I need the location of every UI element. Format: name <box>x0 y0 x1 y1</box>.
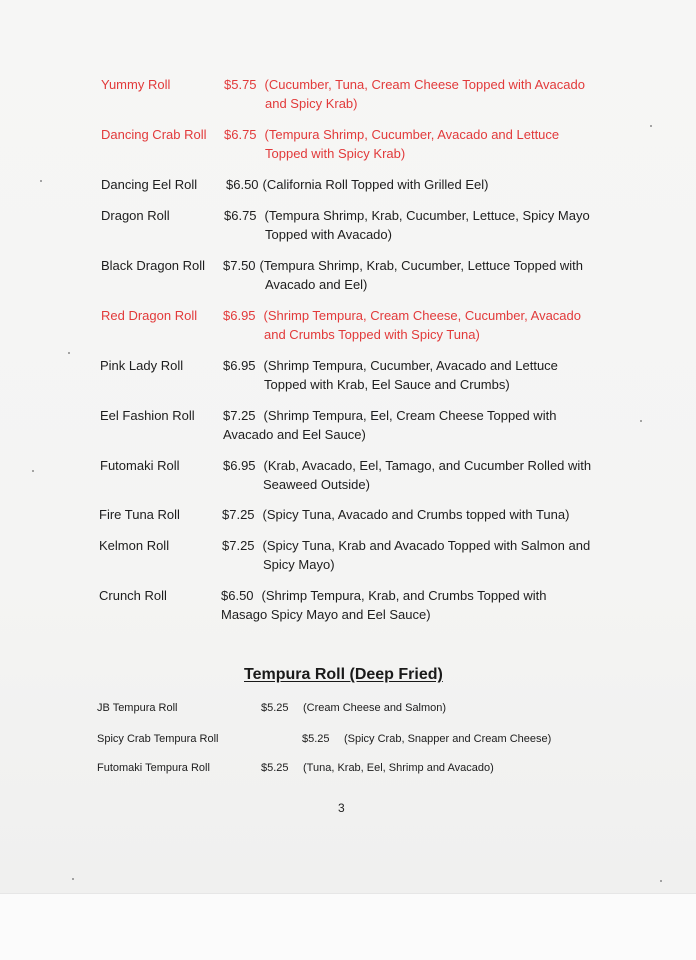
scan-speck <box>68 352 70 354</box>
item-desc-line: (California Roll Topped with Grilled Eel) <box>262 177 489 192</box>
item-price: $7.25 <box>222 507 255 522</box>
item-name: Red Dragon Roll <box>101 308 198 323</box>
item-name: Dragon Roll <box>101 208 170 223</box>
item-desc-line: (Krab, Avacado, Eel, Tamago, and Cucumber Rolled with <box>263 458 592 473</box>
item-price: $6.95 <box>223 308 256 323</box>
item-desc-line: (Shrimp Tempura, Krab, and Crumbs Topped with <box>261 588 547 603</box>
item-name: Fire Tuna Roll <box>99 507 180 522</box>
scan-speck <box>660 880 662 882</box>
item-name: Yummy Roll <box>101 77 171 92</box>
item-price: $6.95 <box>223 358 256 373</box>
item-desc-line: (Tempura Shrimp, Krab, Cucumber, Lettuce Topped with <box>259 258 584 273</box>
item-desc-line: (Shrimp Tempura, Eel, Cream Cheese Topped with <box>263 408 557 423</box>
item-desc-line: (Shrimp Tempura, Cucumber, Avacado and Lettuce <box>263 358 558 373</box>
scan-speck <box>640 420 642 422</box>
item-price: $6.75 <box>224 127 257 142</box>
item-desc-line: Seaweed Outside) <box>263 477 370 492</box>
item-desc-line: Avacado and Eel) <box>265 277 368 292</box>
item-name: Futomaki Tempura Roll <box>97 762 210 774</box>
item-name: Spicy Crab Tempura Roll <box>97 733 219 745</box>
scan-speck <box>40 180 42 182</box>
section-title: Tempura Roll (Deep Fried) <box>244 666 443 683</box>
item-price: $5.25 <box>302 733 330 745</box>
scan-speck <box>650 125 652 127</box>
item-name: JB Tempura Roll <box>97 702 178 714</box>
scan-margin <box>0 893 696 960</box>
item-price: $6.95 <box>223 458 256 473</box>
item-desc-line: (Shrimp Tempura, Cream Cheese, Cucumber, Avacado <box>263 308 581 323</box>
item-name: Kelmon Roll <box>99 538 170 553</box>
item-name: Black Dragon Roll <box>101 258 206 273</box>
item-desc-line: (Tempura Shrimp, Krab, Cucumber, Lettuce, Spicy Mayo <box>264 208 590 223</box>
item-name: Pink Lady Roll <box>100 358 184 373</box>
item-desc-line: (Spicy Tuna, Krab and Avacado Topped with Salmon and <box>262 538 591 553</box>
item-desc-line: (Tempura Shrimp, Cucumber, Avacado and Lettuce <box>264 127 560 142</box>
item-description: (Spicy Crab, Snapper and Cream Cheese) <box>344 733 552 745</box>
item-desc-line: Topped with Avacado) <box>265 227 392 242</box>
item-price: $7.50 <box>223 258 256 273</box>
item-name: Eel Fashion Roll <box>100 408 195 423</box>
item-price: $6.50 <box>226 177 259 192</box>
page-number: 3 <box>338 801 345 815</box>
item-desc-line: and Spicy Krab) <box>265 96 358 111</box>
item-price: $7.25 <box>223 408 256 423</box>
item-desc-line: Avacado and Eel Sauce) <box>223 427 366 442</box>
scan-speck <box>32 470 34 472</box>
item-desc-line: Masago Spicy Mayo and Eel Sauce) <box>221 607 431 622</box>
item-desc-line: and Crumbs Topped with Spicy Tuna) <box>264 327 480 342</box>
item-description: (Tuna, Krab, Eel, Shrimp and Avacado) <box>303 762 494 774</box>
item-name: Futomaki Roll <box>100 458 180 473</box>
scan-speck <box>72 878 74 880</box>
item-desc-line: Topped with Krab, Eel Sauce and Crumbs) <box>264 377 510 392</box>
item-price: $5.25 <box>261 762 289 774</box>
item-desc-line: (Cucumber, Tuna, Cream Cheese Topped with Avacado <box>264 77 585 92</box>
item-desc-line: Topped with Spicy Krab) <box>265 146 406 161</box>
item-price: $5.25 <box>261 702 289 714</box>
item-name: Crunch Roll <box>99 588 167 603</box>
item-price: $6.75 <box>224 208 257 223</box>
item-name: Dancing Crab Roll <box>101 127 207 142</box>
item-description: (Cream Cheese and Salmon) <box>303 702 447 714</box>
item-price: $5.75 <box>224 77 257 92</box>
item-price: $6.50 <box>221 588 254 603</box>
item-name: Dancing Eel Roll <box>101 177 198 192</box>
item-desc-line: Spicy Mayo) <box>263 557 335 572</box>
item-desc-line: (Spicy Tuna, Avacado and Crumbs topped with Tuna) <box>262 507 570 522</box>
item-price: $7.25 <box>222 538 255 553</box>
